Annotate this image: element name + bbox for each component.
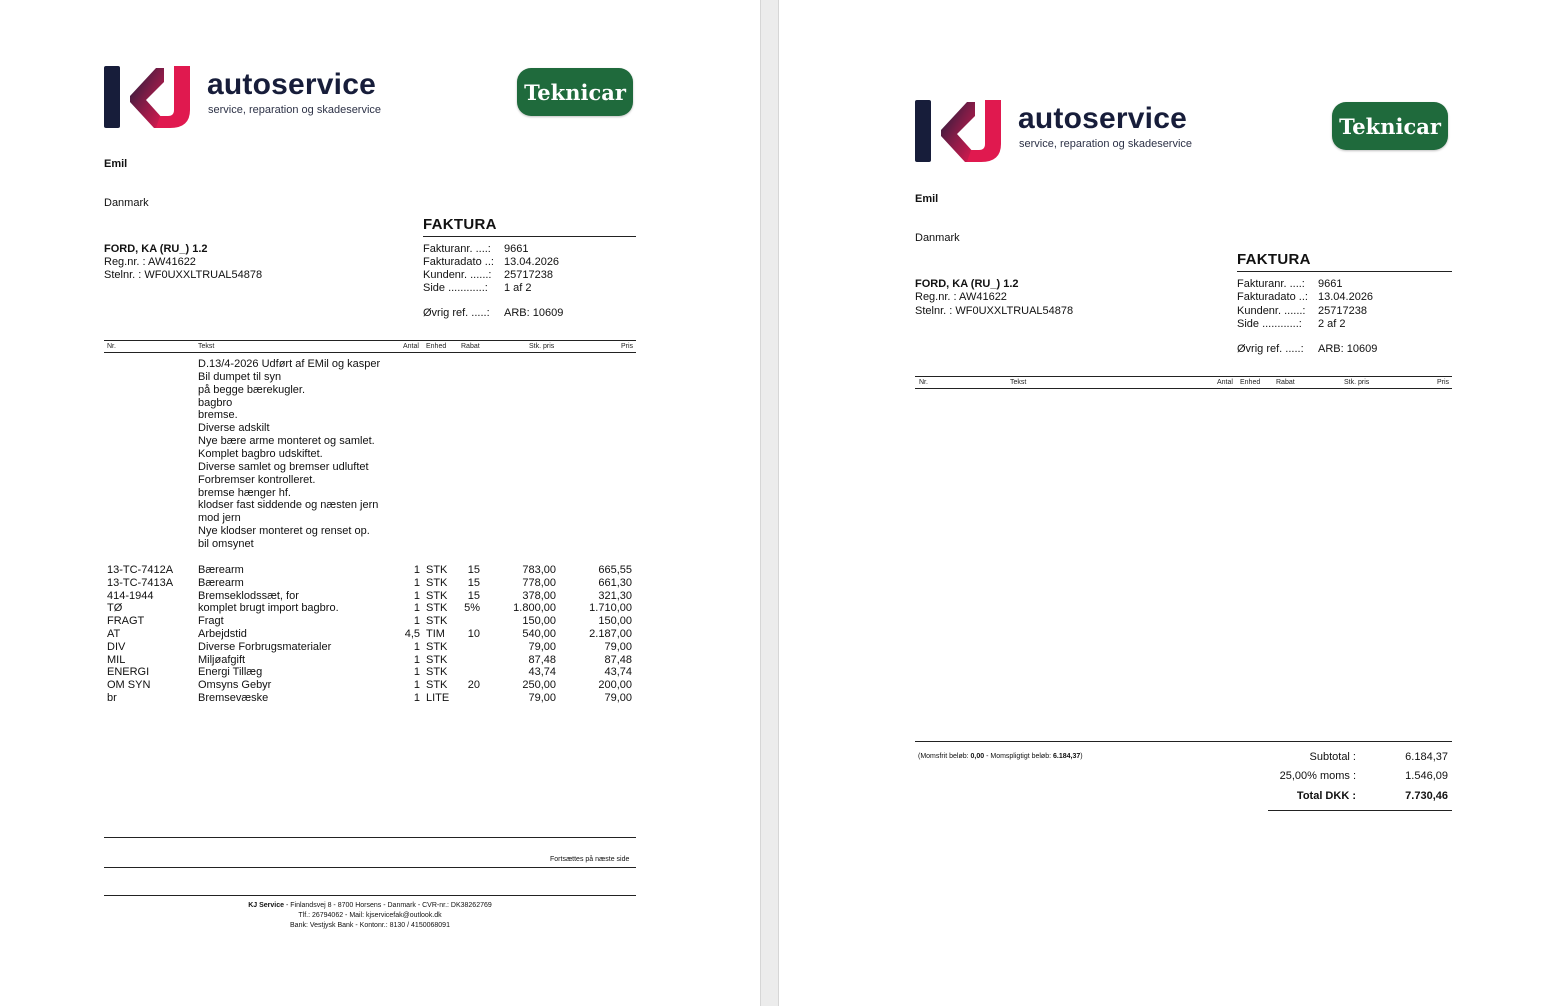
- subtotal-label: Subtotal :: [1309, 751, 1356, 763]
- item-unit-price: 1.800,00: [513, 602, 556, 615]
- description-line: bagbro: [198, 396, 233, 409]
- kj-logo-icon: [104, 66, 196, 130]
- item-unit: TIM: [426, 628, 445, 640]
- meta-value: 13.04.2026: [1318, 291, 1374, 303]
- bottom-rule-1: [104, 837, 636, 838]
- item-text: Bremsevæske: [198, 692, 269, 704]
- meta-invoice-date: [1237, 291, 1373, 304]
- item-text: Energi Tillæg: [198, 666, 263, 679]
- meta-value: 1 af 2: [504, 282, 532, 294]
- meta-label: Side ............:: [1237, 318, 1302, 330]
- vehicle-reg: Reg.nr. : AW41622: [915, 291, 1007, 303]
- invoice-page-1: [0, 0, 760, 1006]
- item-text: Bærearm: [198, 564, 244, 576]
- item-text: Fragt: [198, 615, 224, 628]
- item-unit: STK: [426, 640, 448, 653]
- meta-invoice-date: [423, 256, 559, 269]
- kj-logo-icon: [915, 100, 1007, 164]
- meta-value: 2 af 2: [1318, 318, 1346, 330]
- col-header-stk-pris: Stk. pris: [529, 343, 555, 350]
- vehicle-stel: Stelnr. : WF0UXXLTRUAL54878: [915, 305, 1074, 317]
- item-quantity: 4,5: [404, 628, 420, 640]
- item-price: 87,48: [604, 653, 632, 666]
- meta-label: Fakturanr. ....:: [423, 243, 491, 255]
- col-header-enhed: Enhed: [426, 343, 447, 350]
- description-line: klodser fast siddende og næsten jern: [198, 499, 379, 512]
- customer-country: Danmark: [915, 232, 960, 244]
- item-text: Diverse Forbrugsmaterialer: [198, 640, 332, 653]
- item-unit-price: 378,00: [522, 589, 556, 602]
- vehicle-model: FORD, KA (RU_) 1.2: [104, 243, 208, 255]
- description-line: bremse hænger hf.: [198, 486, 291, 499]
- brand-tagline: service, reparation og skadeservice: [208, 104, 382, 116]
- title-rule: [1237, 271, 1452, 272]
- customer-country: Danmark: [104, 197, 149, 209]
- vat-note-middle: - Momspligtigt beløb:: [984, 753, 1053, 760]
- item-unit: STK: [426, 653, 448, 666]
- item-quantity: 1: [413, 692, 420, 704]
- item-discount: 10: [467, 628, 480, 640]
- meta-value: ARB: 10609: [1318, 343, 1378, 355]
- item-price: 321,30: [598, 589, 632, 602]
- description-line: Bil dumpet til syn: [198, 370, 282, 383]
- item-nr: AT: [107, 628, 121, 640]
- vat-note-prefix: (Momsfrit beløb:: [918, 753, 971, 760]
- col-header-rabat: Rabat: [1276, 379, 1295, 386]
- item-quantity: 1: [413, 615, 420, 628]
- teknicar-badge: Teknicar: [517, 68, 633, 116]
- meta-page: [423, 282, 532, 295]
- meta-value: 9661: [1318, 278, 1343, 290]
- item-discount: 15: [467, 576, 480, 589]
- col-header-tekst: Tekst: [1010, 379, 1027, 386]
- vat-note: [918, 753, 1083, 760]
- total-rule: [1268, 810, 1452, 811]
- vehicle-stel: Stelnr. : WF0UXXLTRUAL54878: [104, 269, 263, 281]
- item-unit-price: 778,00: [522, 576, 556, 589]
- item-nr: 13-TC-7412A: [107, 564, 174, 576]
- item-unit-price: 783,00: [522, 564, 556, 576]
- description-line: på begge bærekugler.: [198, 383, 306, 396]
- item-text: komplet brugt import bagbro.: [198, 602, 339, 615]
- item-text: Omsyns Gebyr: [198, 679, 272, 692]
- description-line: Diverse samlet og bremser udluftet: [198, 460, 369, 473]
- teknicar-badge: Teknicar: [1332, 102, 1448, 150]
- item-discount: 5%: [464, 602, 480, 615]
- invoice-page-2: [779, 0, 1542, 1006]
- item-discount: 15: [467, 589, 480, 602]
- meta-invoice-number: [423, 243, 528, 256]
- item-nr: TØ: [107, 602, 123, 615]
- description-line: Diverse adskilt: [198, 422, 270, 435]
- col-header-nr: Nr.: [919, 379, 928, 386]
- meta-label: Øvrig ref. .....:: [423, 307, 490, 319]
- item-price: 200,00: [598, 679, 632, 692]
- meta-invoice-number: [1237, 278, 1342, 291]
- item-price: 2.187,00: [589, 628, 632, 640]
- col-header-antal: Antal: [403, 343, 419, 350]
- col-header-nr: Nr.: [107, 343, 116, 350]
- meta-label: Fakturanr. ....:: [1237, 278, 1305, 290]
- vat-value: 1.546,09: [1405, 770, 1448, 782]
- item-discount: 20: [467, 679, 480, 692]
- item-nr: br: [107, 692, 117, 704]
- item-quantity: 1: [413, 602, 420, 615]
- subtotal-value: 6.184,37: [1405, 751, 1448, 763]
- item-price: 43,74: [604, 666, 632, 679]
- item-unit: STK: [426, 602, 448, 615]
- item-nr: ENERGI: [107, 666, 150, 679]
- description-line: Nye klodser monteret og renset op.: [198, 525, 370, 538]
- footer-rule: [104, 895, 636, 896]
- brand-name: autoservice: [1018, 102, 1187, 135]
- vehicle-model: FORD, KA (RU_) 1.2: [915, 278, 1019, 290]
- col-header-pris: Pris: [621, 343, 634, 350]
- meta-page: [1237, 318, 1346, 331]
- title-rule: [423, 236, 636, 237]
- item-quantity: 1: [413, 666, 420, 679]
- item-unit-price: 87,48: [528, 653, 556, 666]
- col-header-antal: Antal: [1217, 379, 1233, 386]
- invoice-title: FAKTURA: [423, 216, 497, 233]
- item-nr: 13-TC-7413A: [107, 576, 174, 589]
- item-quantity: 1: [413, 640, 420, 653]
- col-header-tekst: Tekst: [198, 343, 215, 350]
- meta-customer-number: [1237, 305, 1367, 318]
- description-line: Nye bære arme monteret og samlet.: [198, 435, 375, 448]
- page-gutter: [760, 0, 779, 1006]
- meta-label: Fakturadato ..:: [423, 256, 494, 268]
- table-header-rule: [915, 388, 1452, 389]
- customer-name: Emil: [915, 193, 939, 205]
- vat-free-amount: 0,00: [970, 753, 985, 760]
- meta-value: 13.04.2026: [504, 256, 560, 268]
- item-text: Arbejdstid: [198, 628, 247, 640]
- item-nr: 414-1944: [107, 589, 154, 602]
- description-line: bil omsynet: [198, 537, 254, 550]
- item-unit-price: 79,00: [528, 640, 556, 653]
- table-header-rule: [104, 352, 636, 353]
- total-value: 7.730,46: [1405, 790, 1448, 802]
- total-label: Total DKK :: [1296, 790, 1356, 802]
- col-header-stk-pris: Stk. pris: [1344, 379, 1370, 386]
- item-unit-price: 150,00: [522, 615, 556, 628]
- item-quantity: 1: [413, 653, 420, 666]
- meta-customer-number: [423, 269, 553, 282]
- item-unit: STK: [426, 666, 448, 679]
- item-text: Bærearm: [198, 576, 244, 589]
- col-header-rabat: Rabat: [461, 343, 480, 350]
- item-price: 79,00: [604, 640, 632, 653]
- vehicle-reg: Reg.nr. : AW41622: [104, 256, 196, 268]
- item-nr: DIV: [107, 640, 126, 653]
- item-nr: OM SYN: [107, 679, 151, 692]
- meta-value: 25717238: [1318, 305, 1367, 317]
- bottom-rule-2: [104, 867, 636, 868]
- invoice-title: FAKTURA: [1237, 251, 1311, 268]
- item-unit-price: 43,74: [528, 666, 556, 679]
- footer-address: [104, 902, 636, 909]
- meta-value: 9661: [504, 243, 529, 255]
- meta-reference: [1237, 343, 1377, 356]
- description-line: D.13/4-2026 Udført af EMil og kasper: [198, 358, 381, 370]
- item-nr: FRAGT: [107, 615, 145, 628]
- meta-label: Kundenr. ......:: [1237, 305, 1306, 317]
- meta-value: 25717238: [504, 269, 553, 281]
- col-header-pris: Pris: [1437, 379, 1450, 386]
- totals-top-rule: [915, 741, 1452, 742]
- item-price: 665,55: [598, 564, 632, 576]
- brand-tagline: service, reparation og skadeservice: [1019, 138, 1193, 150]
- description-line: Komplet bagbro udskiftet.: [198, 447, 323, 460]
- item-discount: 15: [467, 564, 480, 576]
- footer-bank: Bank: Vestjysk Bank - Kontonr.: 8130 / 4150068091: [290, 922, 450, 929]
- vat-note-suffix: ): [1080, 753, 1083, 760]
- item-unit: STK: [426, 589, 448, 602]
- meta-label: Kundenr. ......:: [423, 269, 492, 281]
- col-header-enhed: Enhed: [1240, 379, 1261, 386]
- item-unit: STK: [426, 564, 448, 576]
- item-quantity: 1: [413, 564, 420, 576]
- item-quantity: 1: [413, 576, 420, 589]
- footer-company: KJ Service: [248, 902, 285, 909]
- item-unit-price: 540,00: [522, 628, 556, 640]
- meta-value: ARB: 10609: [504, 307, 564, 319]
- meta-label: Øvrig ref. .....:: [1237, 343, 1304, 355]
- item-unit-price: 250,00: [522, 679, 556, 692]
- description-line: Forbremser kontrolleret.: [198, 473, 316, 486]
- item-text: Miljøafgift: [198, 653, 246, 666]
- meta-label: Fakturadato ..:: [1237, 291, 1308, 303]
- customer-name: Emil: [104, 158, 128, 170]
- vat-liable-amount: 6.184,37: [1053, 753, 1081, 760]
- meta-label: Side ............:: [423, 282, 488, 294]
- continued-note: Fortsættes på næste side: [550, 856, 630, 863]
- footer-contact: Tlf.: 26794062 - Mail: kjservicefak@outlook.dk: [298, 912, 442, 919]
- item-text: Bremseklodssæt, for: [198, 589, 299, 602]
- item-unit: LITE: [426, 692, 450, 704]
- vat-label: 25,00% moms :: [1279, 770, 1356, 782]
- item-price: 661,30: [598, 576, 632, 589]
- item-price: 1.710,00: [589, 602, 632, 615]
- item-unit-price: 79,00: [528, 692, 556, 704]
- item-price: 150,00: [598, 615, 632, 628]
- footer-address-text: - Finlandsvej 8 - 8700 Horsens - Danmark - CVR-nr.: DK38262769: [284, 902, 492, 909]
- meta-reference: [423, 307, 563, 320]
- table-top-rule: [104, 340, 636, 341]
- item-unit: STK: [426, 576, 448, 589]
- table-top-rule: [915, 376, 1452, 377]
- item-unit: STK: [426, 615, 448, 628]
- item-nr: MIL: [107, 653, 126, 666]
- brand-name: autoservice: [207, 68, 376, 101]
- item-price: 79,00: [604, 692, 632, 704]
- item-unit: STK: [426, 679, 448, 692]
- description-line: bremse.: [198, 409, 238, 422]
- item-quantity: 1: [413, 679, 420, 692]
- description-line: mod jern: [198, 512, 241, 525]
- item-quantity: 1: [413, 589, 420, 602]
